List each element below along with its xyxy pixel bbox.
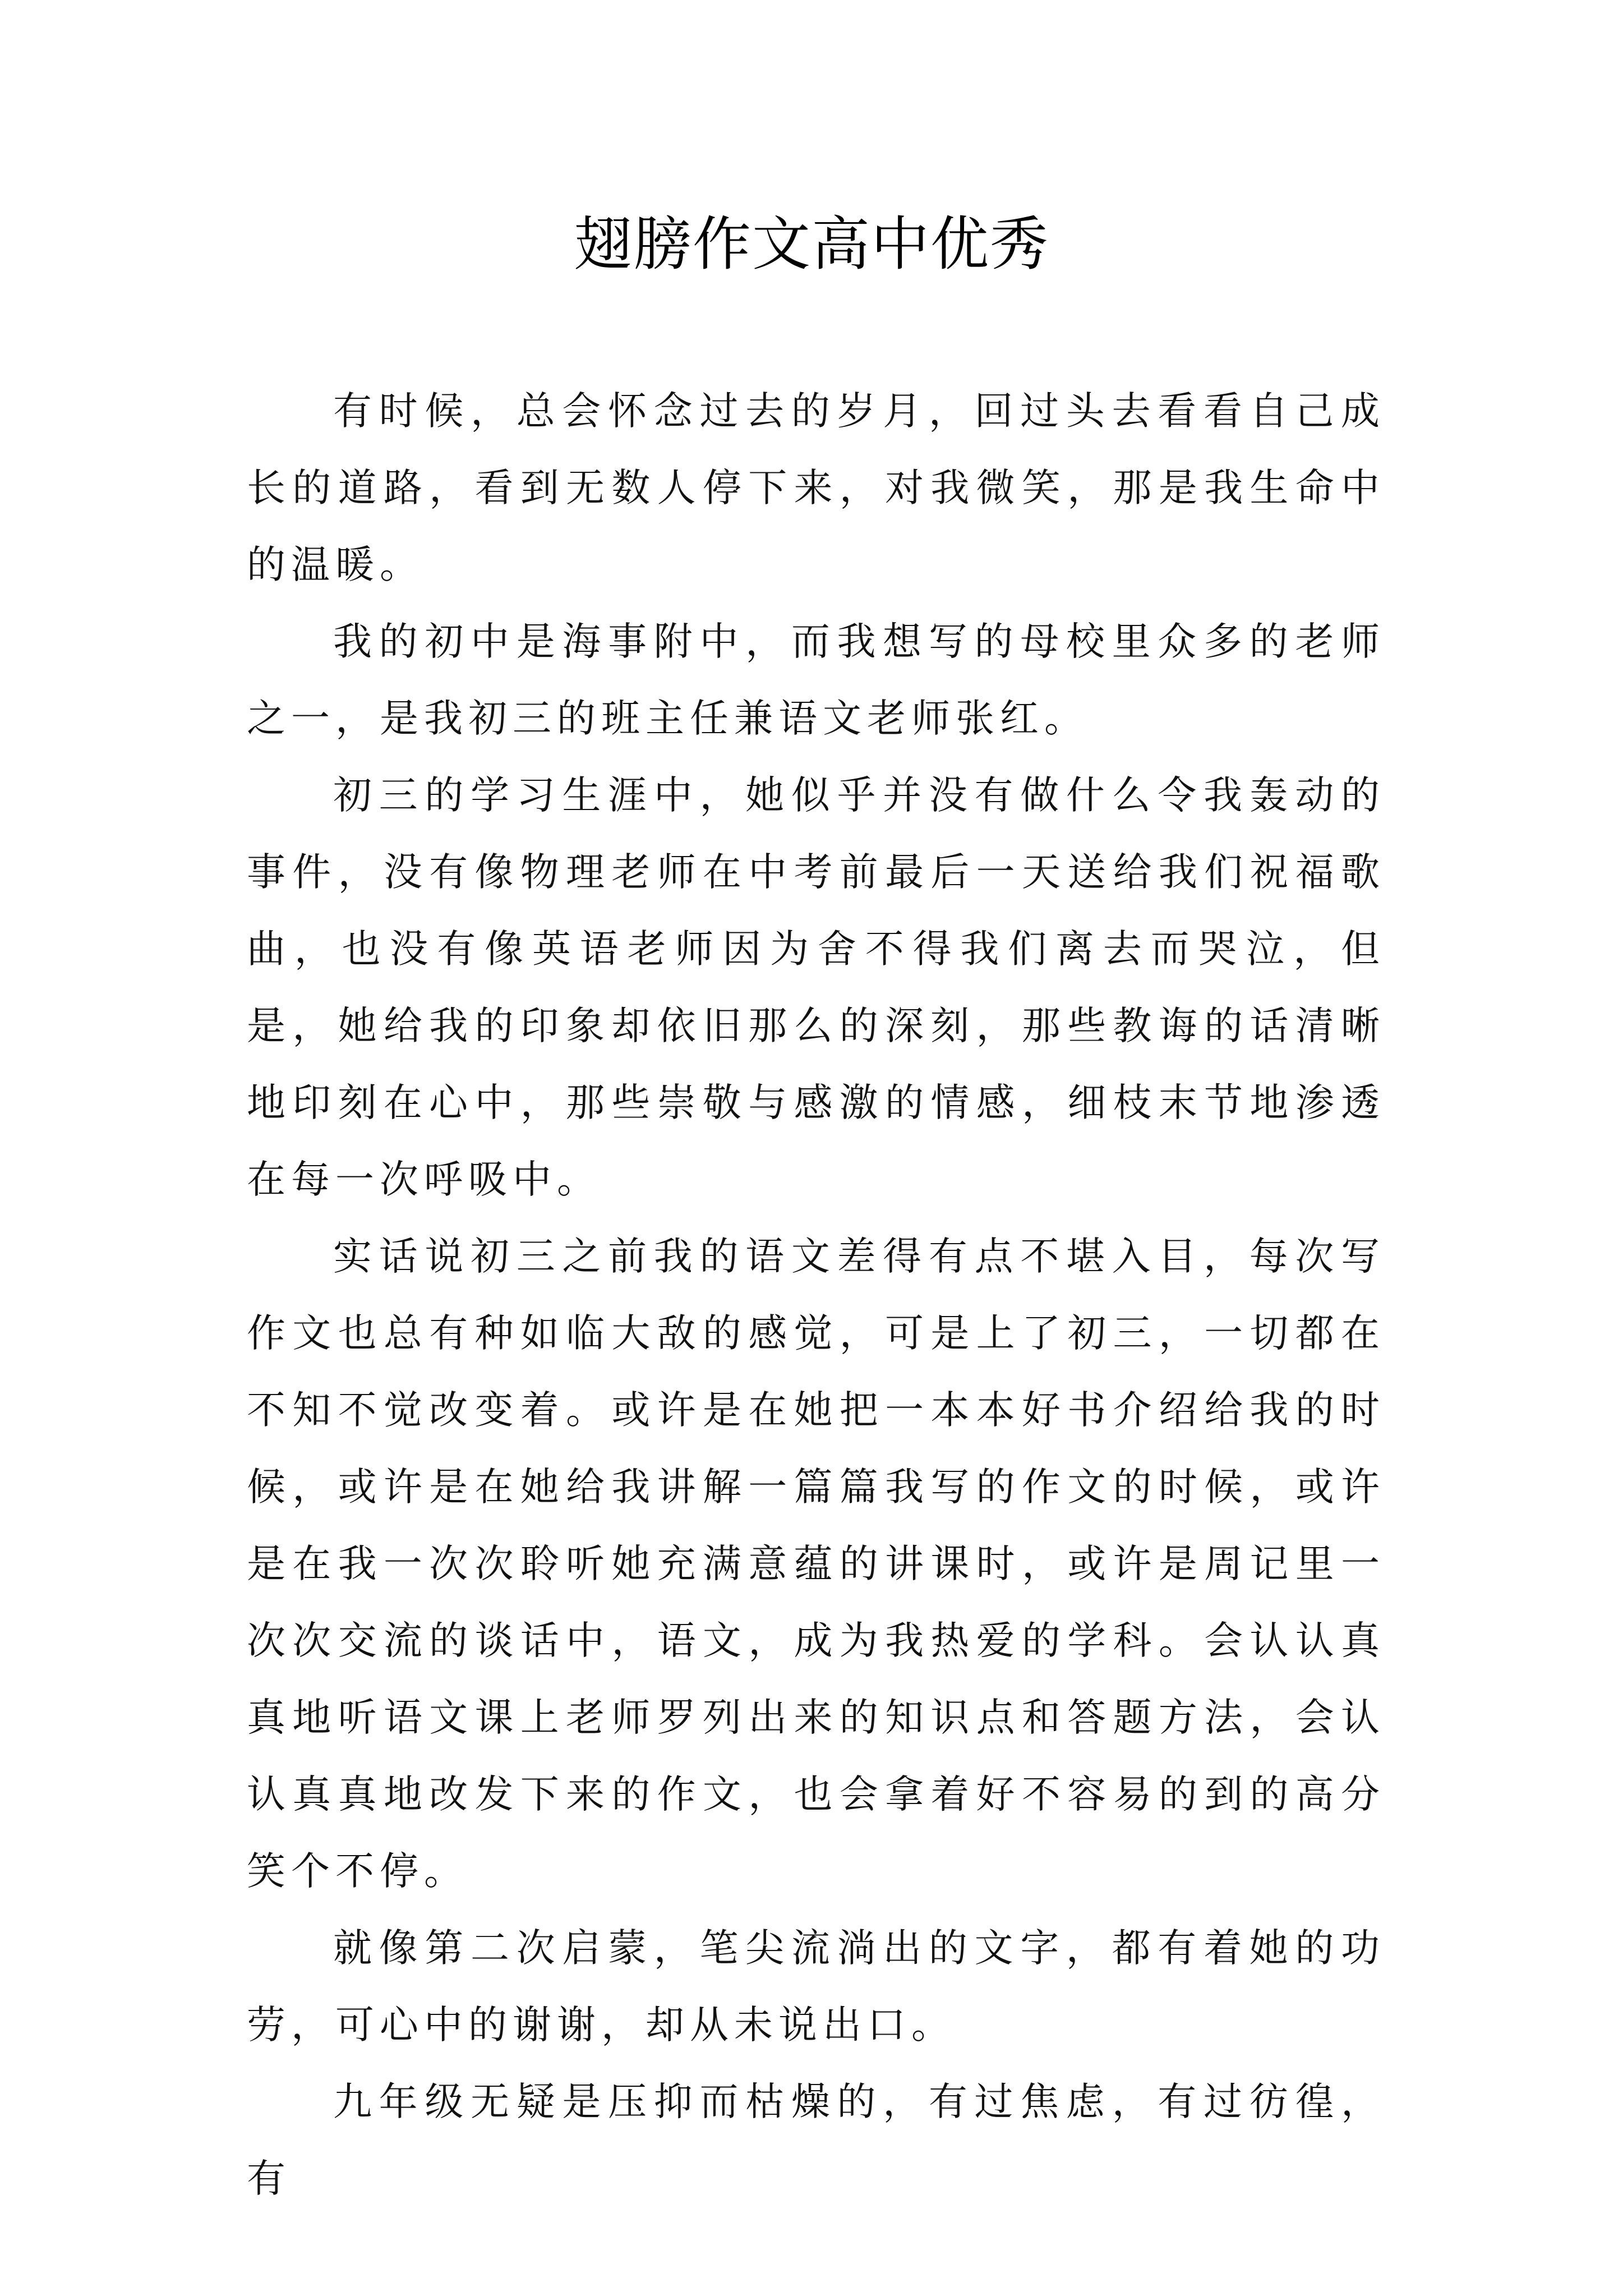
paragraph-4: 实话说初三之前我的语文差得有点不堪入目，每次写作文也总有种如临大敌的感觉，可是上了初三，一切都在不知不觉改变着。或许是在她把一本本好书介绍给我的时候，或许是在她给我讲解一篇篇我写的作文的时候，或许是在我一次次聆听她充满意蕴的讲课时，或许是周记里一次次交流的谈话中，语文，成为我热爱的学科。会认认真真地听语文课上老师罗列出来的知识点和答题方法，会认认真真地改发下来的作文，也会拿着好不容易的到的高分笑个不停。 — [247, 1234, 1385, 1894]
paragraph-1: 有时候，总会怀念过去的岁月，回过头去看看自己成长的道路，看到无数人停下来，对我微笑，那是我生命中的温暖。 — [247, 389, 1385, 587]
paragraph-6: 九年级无疑是压抑而枯燥的，有过焦虑，有过彷徨，有 — [247, 2079, 1385, 2201]
document-body — [247, 373, 1385, 2217]
paragraph-2: 我的初中是海事附中，而我想写的母校里众多的老师之一，是我初三的班主任兼语文老师张红。 — [247, 619, 1385, 741]
paragraph-5: 就像第二次启蒙，笔尖流淌出的文字，都有着她的功劳，可心中的谢谢，却从未说出口。 — [247, 1926, 1385, 2047]
paragraph-3: 初三的学习生涯中，她似乎并没有做什么令我轰动的事件，没有像物理老师在中考前最后一天送给我们祝福歌曲，也没有像英语老师因为舍不得我们离去而哭泣，但是，她给我的印象却依旧那么的深刻，那些教诲的话清晰地印刻在心中，那些崇敬与感激的情感，细枝末节地渗透在每一次呼吸中。 — [247, 773, 1385, 1202]
document-title: 翅膀作文高中优秀 — [573, 210, 1049, 278]
